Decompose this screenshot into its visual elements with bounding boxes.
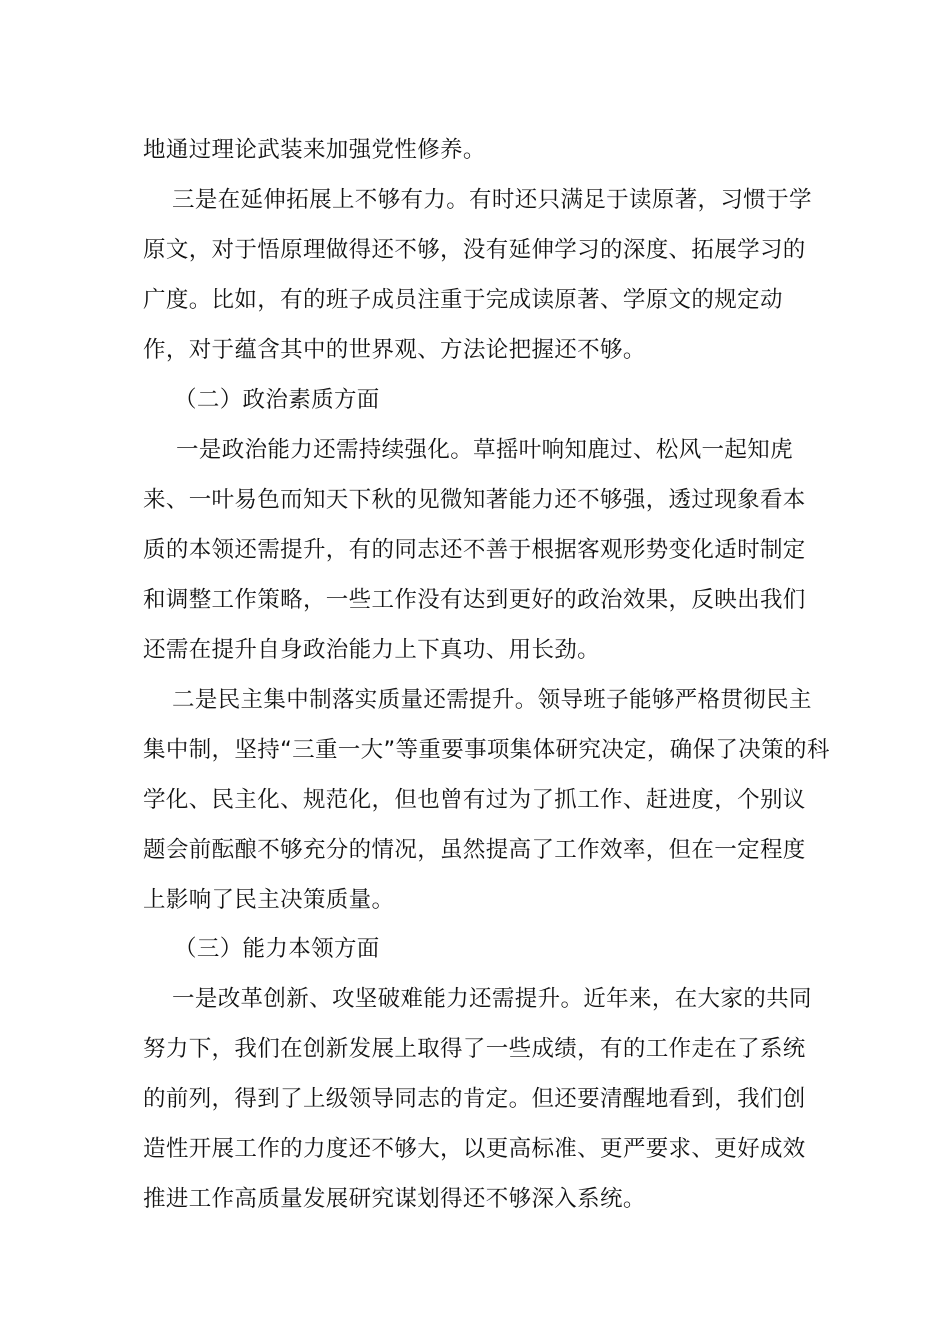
paragraph-line: 和调整工作策略，一些工作没有达到更好的政治效果，反映出我们 <box>143 587 806 613</box>
paragraph-line: 来、一叶易色而知天下秋的见微知著能力还不够强，透过现象看本 <box>143 487 806 513</box>
paragraph-line: 作，对于蕴含其中的世界观、方法论把握还不够。 <box>143 337 646 363</box>
paragraph-line: 质的本领还需提升，有的同志还不善于根据客观形势变化适时制定 <box>143 537 806 563</box>
paragraph-line: 集中制，坚持“三重一大”等重要事项集体研究决定，确保了决策的科 <box>143 737 830 763</box>
paragraph-line: 上影响了民主决策质量。 <box>143 887 395 913</box>
paragraph-line: 二是民主集中制落实质量还需提升。领导班子能够严格贯彻民主 <box>172 687 812 713</box>
paragraph-line: 原文，对于悟原理做得还不够，没有延伸学习的深度、拓展学习的 <box>143 237 806 263</box>
section-heading: （三）能力本领方面 <box>174 936 380 962</box>
section-heading: （二）政治素质方面 <box>174 387 380 413</box>
paragraph-line: 学化、民主化、规范化，但也曾有过为了抓工作、赶进度，个别议 <box>143 787 806 813</box>
paragraph-line: 推进工作高质量发展研究谋划得还不够深入系统。 <box>143 1186 646 1212</box>
paragraph-line: 的前列，得到了上级领导同志的肯定。但还要清醒地看到，我们创 <box>143 1086 806 1112</box>
paragraph-line: 三是在延伸拓展上不够有力。有时还只满足于读原著，习惯于学 <box>172 187 812 213</box>
paragraph-line: 题会前酝酿不够充分的情况，虽然提高了工作效率，但在一定程度 <box>143 837 806 863</box>
paragraph-line: 一是政治能力还需持续强化。草摇叶响知鹿过、松风一起知虎 <box>176 437 793 463</box>
paragraph-line: 努力下，我们在创新发展上取得了一些成绩，有的工作走在了系统 <box>143 1036 806 1062</box>
paragraph-line: 广度。比如，有的班子成员注重于完成读原著、学原文的规定动 <box>143 287 783 313</box>
paragraph-line: 还需在提升自身政治能力上下真功、用长劲。 <box>143 637 601 663</box>
paragraph-line: 造性开展工作的力度还不够大，以更高标准、更严要求、更好成效 <box>143 1136 806 1162</box>
paragraph-line: 地通过理论武装来加强党性修养。 <box>143 137 486 163</box>
paragraph-line: 一是改革创新、攻坚破难能力还需提升。近年来，在大家的共同 <box>172 986 812 1012</box>
